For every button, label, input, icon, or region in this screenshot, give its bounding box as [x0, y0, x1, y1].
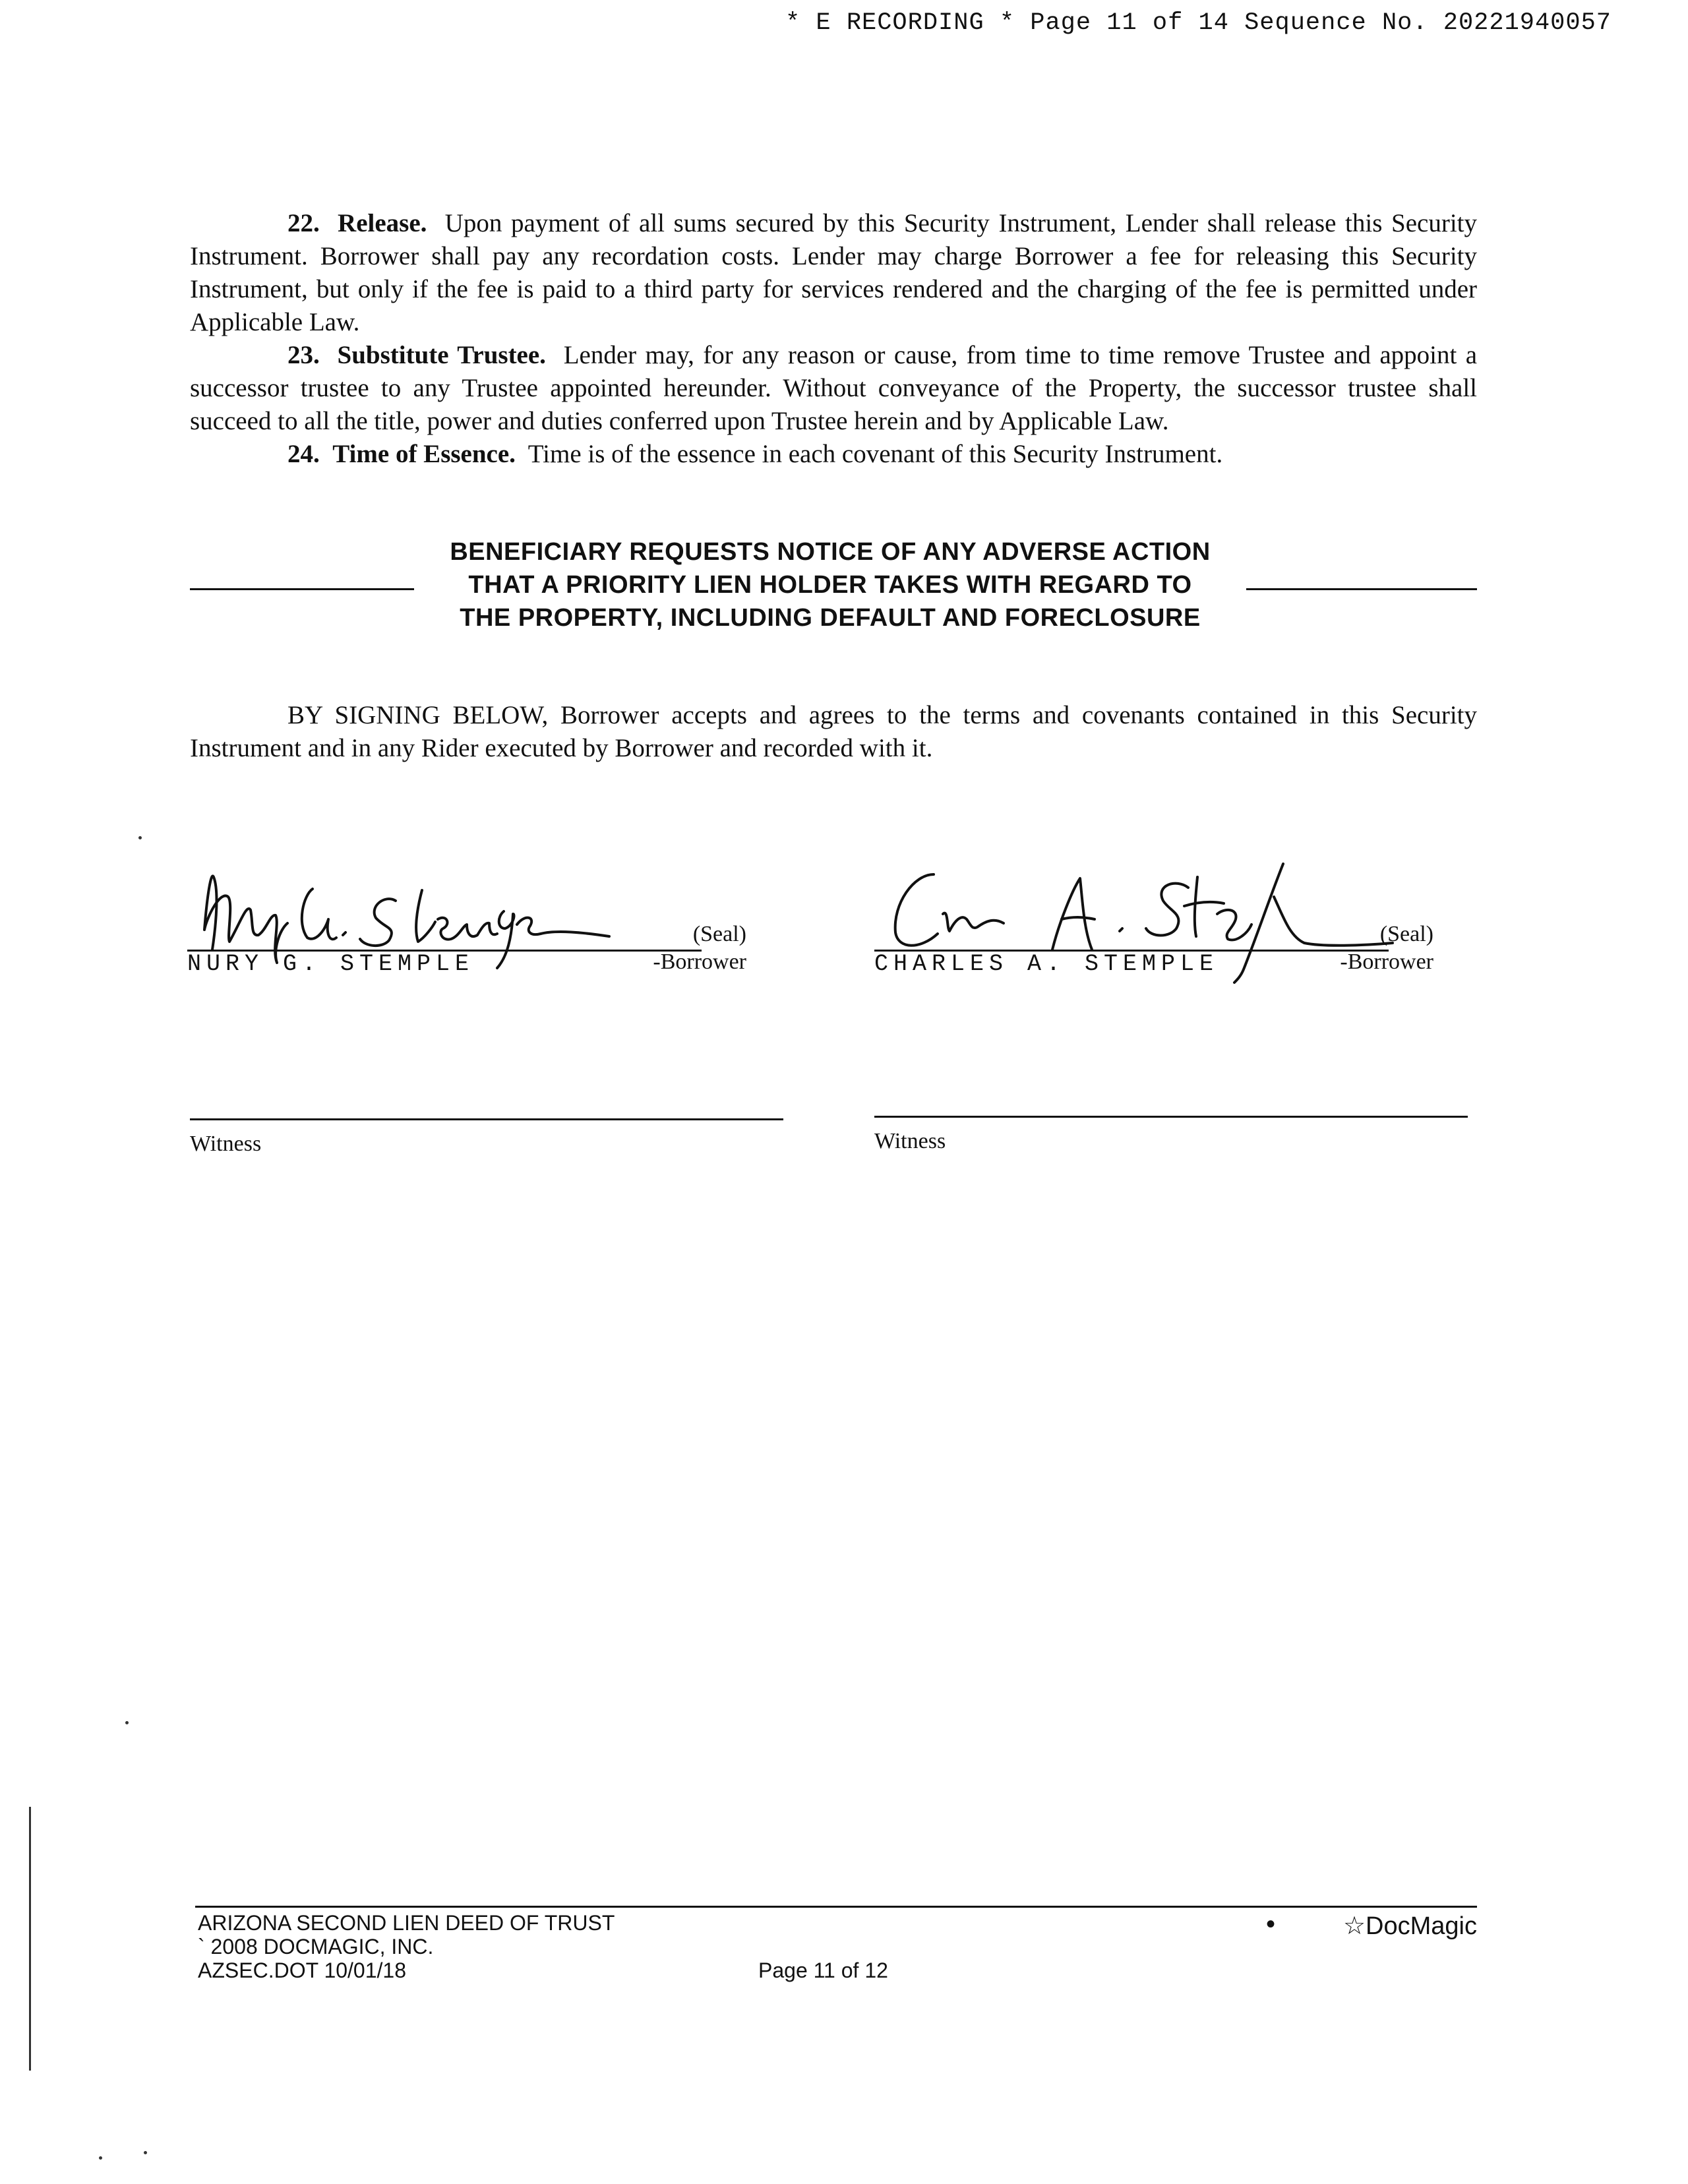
paragraph-number: 22.: [287, 209, 320, 237]
seal-label: (Seal): [1379, 922, 1433, 946]
footer-form-code: AZSEC.DOT 10/01/18: [198, 1958, 406, 1982]
notice-text: [414, 535, 1246, 634]
borrower-signature-right: [874, 851, 1468, 983]
by-signing-statement: BY SIGNING BELOW, Borrower accepts and agrees to the terms and covenants contained in this Security Instrument and in any Rider executed by Borrower and recorded with it.: [190, 701, 1477, 762]
notice-line-3: THE PROPERTY, INCLUDING DEFAULT AND FORECLOSURE: [460, 604, 1201, 632]
borrower-printed-name: NURY G. STEMPLE: [187, 951, 475, 977]
paragraph-text: Upon payment of all sums secured by this Security Instrument, Lender shall release this Security Instrument. Borrower shall pay any recordation costs. Lender may charge Borrower a fee for releasing this Security Instrument, but only if the fee is paid to a third party for services rendered and the charging of the fee is permitted under Applicable Law.: [190, 209, 1478, 336]
beneficiary-notice: [190, 535, 1477, 634]
footer-form-title: ARIZONA SECOND LIEN DEED OF TRUST: [198, 1911, 615, 1935]
witness-block-left: [190, 1118, 783, 1184]
witness-block-right: [874, 1116, 1468, 1182]
witness-signature-line: [190, 1118, 783, 1120]
footer-page-number: Page 11 of 12: [758, 1958, 888, 1982]
paragraph-heading: Substitute Trustee.: [337, 341, 546, 369]
borrower-role-label: -Borrower: [1340, 950, 1433, 974]
paragraph-heading: Time of Essence.: [332, 440, 516, 468]
footer-copyright: ` 2008 DOCMAGIC, INC.: [198, 1935, 434, 1958]
scan-speck: [138, 836, 142, 839]
paragraph-substitute-trustee: [190, 339, 1477, 438]
scan-speck: [125, 1721, 129, 1724]
paragraph-number: 24.: [287, 440, 320, 468]
borrower-signature-left: [187, 851, 781, 983]
witness-label: Witness: [190, 1132, 262, 1156]
brand-name: DocMagic: [1366, 1912, 1477, 1940]
footer-form-info: [198, 1911, 615, 1982]
recording-header: * E RECORDING * Page 11 of 14 Sequence No. 20221940057: [785, 9, 1612, 37]
borrower-printed-name: CHARLES A. STEMPLE: [874, 951, 1219, 977]
docmagic-logo: [1343, 1911, 1477, 1941]
witness-label: Witness: [874, 1129, 946, 1153]
notice-rule-right: [1246, 588, 1477, 590]
paragraph-number: 23.: [287, 341, 320, 369]
paragraph-time-of-essence: [190, 438, 1477, 471]
borrower-role-label: -Borrower: [653, 950, 746, 974]
scan-speck: [144, 2151, 147, 2154]
star-outline-icon: ☆: [1342, 1912, 1366, 1940]
notice-line-1: BENEFICIARY REQUESTS NOTICE OF ANY ADVERSE ACTION: [450, 538, 1211, 566]
paragraph-text: Lender may, for any reason or cause, from time to time remove Trustee and appoint a successor trustee to any Trustee appointed hereunder. Without conveyance of the Property, the successor trustee shall succeed to all the title, power and duties conferred upon Trustee herein and by Applicable Law.: [190, 341, 1478, 435]
paragraph-release: [190, 207, 1477, 339]
notice-rule-left: [190, 588, 414, 590]
seal-label: (Seal): [692, 922, 746, 946]
paragraph-heading: Release.: [338, 209, 427, 237]
document-footer: [195, 1906, 1477, 2005]
scan-speck: [99, 2156, 102, 2160]
witness-signature-line: [874, 1116, 1468, 1118]
scan-margin-mark: [29, 1807, 31, 2071]
paragraph-text: Time is of the essence in each covenant of this Security Instrument.: [528, 440, 1223, 468]
notice-line-2: THAT A PRIORITY LIEN HOLDER TAKES WITH REGARD TO: [468, 571, 1192, 599]
footer-rule: [195, 1906, 1477, 1908]
footer-bullet: •: [1266, 1910, 1276, 1939]
covenants-section: [190, 207, 1477, 471]
